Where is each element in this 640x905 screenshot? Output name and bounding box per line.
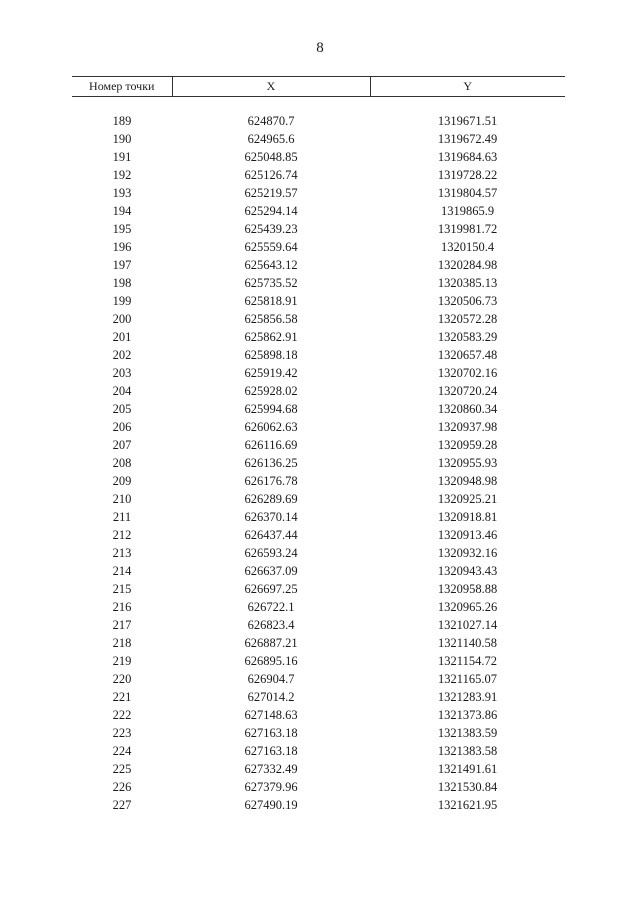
cell-y: 1320860.34: [437, 402, 498, 416]
cell-y: 1320572.28: [437, 312, 498, 326]
table-row: [72, 562, 565, 580]
table-row: [72, 490, 565, 508]
cell-x: 625856.58: [244, 312, 298, 326]
cell-x: 626887.21: [244, 636, 298, 650]
cell-point-number: 220: [112, 672, 132, 686]
cell-x: 626176.78: [244, 474, 298, 488]
table-row: [72, 400, 565, 418]
cell-point-number: 189: [112, 114, 132, 128]
table-row: [72, 256, 565, 274]
cell-y: 1321530.84: [437, 780, 498, 794]
cell-y: 1320506.73: [437, 294, 498, 308]
table-row: [72, 310, 565, 328]
cell-x: 625048.85: [244, 150, 298, 164]
table-row: [72, 598, 565, 616]
cell-x: 625126.74: [244, 168, 298, 182]
cell-y: 1321373.86: [437, 708, 498, 722]
cell-y: 1320702.16: [437, 366, 498, 380]
table-row: [72, 238, 565, 256]
table-row: [72, 544, 565, 562]
table-row: [72, 472, 565, 490]
coordinates-table: [72, 76, 565, 814]
cell-point-number: 224: [112, 744, 132, 758]
cell-y: 1320913.46: [437, 528, 498, 542]
cell-x: 626289.69: [244, 492, 298, 506]
cell-y: 1320583.29: [437, 330, 498, 344]
cell-y: 1320720.24: [437, 384, 498, 398]
table-row: [72, 274, 565, 292]
table-row: [72, 202, 565, 220]
cell-point-number: 208: [112, 456, 132, 470]
cell-y: 1319684.63: [437, 150, 498, 164]
table-row: [72, 328, 565, 346]
cell-x: 626062.63: [244, 420, 298, 434]
cell-point-number: 197: [112, 258, 132, 272]
cell-point-number: 201: [112, 330, 132, 344]
cell-x: 627163.18: [244, 726, 298, 740]
table-row: [72, 184, 565, 202]
table-row: [72, 418, 565, 436]
cell-x: 627332.49: [244, 762, 298, 776]
cell-point-number: 221: [112, 690, 132, 704]
cell-x: 626895.16: [244, 654, 298, 668]
cell-point-number: 206: [112, 420, 132, 434]
table-row: [72, 616, 565, 634]
cell-point-number: 209: [112, 474, 132, 488]
cell-point-number: 196: [112, 240, 132, 254]
table-row: [72, 508, 565, 526]
cell-x: 625818.91: [244, 294, 298, 308]
table-row: [72, 652, 565, 670]
cell-y: 1320965.26: [437, 600, 498, 614]
cell-x: 626437.44: [244, 528, 298, 542]
cell-y: 1319728.22: [437, 168, 498, 182]
cell-y: 1321621.95: [437, 798, 498, 812]
cell-point-number: 190: [112, 132, 132, 146]
table-row: [72, 130, 565, 148]
cell-point-number: 214: [112, 564, 132, 578]
cell-x: 626823.4: [247, 618, 295, 632]
cell-y: 1321283.91: [437, 690, 498, 704]
cell-y: 1319865.9: [440, 204, 495, 218]
cell-y: 1320284.98: [437, 258, 498, 272]
table-row: [72, 454, 565, 472]
cell-point-number: 191: [112, 150, 132, 164]
cell-x: 625439.23: [244, 222, 298, 236]
table-row: [72, 688, 565, 706]
cell-point-number: 195: [112, 222, 132, 236]
cell-y: 1320955.93: [437, 456, 498, 470]
cell-x: 625862.91: [244, 330, 298, 344]
table-row: [72, 436, 565, 454]
cell-x: 625919.42: [244, 366, 298, 380]
table-row: [72, 796, 565, 814]
cell-point-number: 210: [112, 492, 132, 506]
table-row: [72, 112, 565, 130]
cell-point-number: 216: [112, 600, 132, 614]
table-row: [72, 760, 565, 778]
cell-x: 625643.12: [244, 258, 298, 272]
cell-x: 625294.14: [244, 204, 298, 218]
cell-point-number: 222: [112, 708, 132, 722]
cell-x: 624965.6: [247, 132, 295, 146]
cell-y: 1319981.72: [437, 222, 498, 236]
cell-point-number: 198: [112, 276, 132, 290]
table-row: [72, 706, 565, 724]
table-row: [72, 742, 565, 760]
cell-point-number: 192: [112, 168, 132, 182]
cell-point-number: 218: [112, 636, 132, 650]
cell-point-number: 204: [112, 384, 132, 398]
cell-y: 1320937.98: [437, 420, 498, 434]
page-number: 8: [316, 40, 324, 56]
cell-y: 1321383.59: [437, 726, 498, 740]
cell-y: 1321027.14: [437, 618, 498, 632]
cell-y: 1320918.81: [437, 510, 498, 524]
cell-y: 1320932.16: [437, 546, 498, 560]
cell-y: 1319804.57: [437, 186, 498, 200]
cell-y: 1319672.49: [437, 132, 498, 146]
cell-x: 626637.09: [244, 564, 298, 578]
cell-point-number: 217: [112, 618, 132, 632]
cell-point-number: 205: [112, 402, 132, 416]
cell-point-number: 225: [112, 762, 132, 776]
table-row: [72, 382, 565, 400]
cell-y: 1321140.58: [438, 636, 497, 650]
cell-x: 626722.1: [247, 600, 295, 614]
header-y: Y: [370, 77, 565, 97]
cell-point-number: 213: [112, 546, 132, 560]
table-row: [72, 580, 565, 598]
cell-y: 1320657.48: [437, 348, 498, 362]
table-row: [72, 364, 565, 382]
table-row: [72, 670, 565, 688]
cell-point-number: 199: [112, 294, 132, 308]
table-row: [72, 634, 565, 652]
cell-x: 626593.24: [244, 546, 298, 560]
table-row: [72, 724, 565, 742]
table-row: [72, 526, 565, 544]
cell-x: 626136.25: [244, 456, 298, 470]
table-header-row: [72, 77, 565, 97]
cell-y: 1320959.28: [437, 438, 498, 452]
cell-point-number: 200: [112, 312, 132, 326]
table-row: [72, 292, 565, 310]
cell-x: 624870.7: [247, 114, 295, 128]
cell-y: 1321154.72: [438, 654, 497, 668]
cell-x: 625559.64: [244, 240, 298, 254]
cell-y: 1320385.13: [437, 276, 498, 290]
cell-x: 627148.63: [244, 708, 298, 722]
header-point-number: Номер точки: [72, 77, 172, 97]
cell-x: 625219.57: [244, 186, 298, 200]
cell-point-number: 203: [112, 366, 132, 380]
cell-point-number: 202: [112, 348, 132, 362]
cell-y: 1320925.21: [437, 492, 498, 506]
cell-y: 1320943.43: [437, 564, 498, 578]
table-row: [72, 148, 565, 166]
cell-x: 625735.52: [244, 276, 298, 290]
cell-y: 1320948.98: [437, 474, 498, 488]
cell-x: 627379.96: [244, 780, 298, 794]
cell-y: 1320150.4: [440, 240, 495, 254]
cell-point-number: 226: [112, 780, 132, 794]
cell-y: 1320958.88: [437, 582, 498, 596]
table-row: [72, 778, 565, 796]
cell-point-number: 212: [112, 528, 132, 542]
cell-point-number: 211: [112, 510, 132, 524]
cell-x: 627490.19: [244, 798, 298, 812]
cell-x: 626904.7: [247, 672, 295, 686]
cell-y: 1321383.58: [437, 744, 498, 758]
cell-point-number: 193: [112, 186, 132, 200]
table-row: [72, 220, 565, 238]
cell-x: 625928.02: [244, 384, 298, 398]
cell-x: 625898.18: [244, 348, 298, 362]
table-spacer: [72, 97, 565, 113]
cell-x: 626697.25: [244, 582, 298, 596]
cell-x: 626370.14: [244, 510, 298, 524]
cell-point-number: 194: [112, 204, 132, 218]
header-x: X: [172, 77, 370, 97]
cell-point-number: 219: [112, 654, 132, 668]
cell-y: 1319671.51: [437, 114, 498, 128]
cell-y: 1321165.07: [438, 672, 497, 686]
cell-x: 627014.2: [247, 690, 295, 704]
cell-x: 625994.68: [244, 402, 298, 416]
cell-y: 1321491.61: [437, 762, 498, 776]
cell-x: 627163.18: [244, 744, 298, 758]
cell-point-number: 207: [112, 438, 132, 452]
cell-point-number: 227: [112, 798, 132, 812]
cell-point-number: 215: [112, 582, 132, 596]
table-row: [72, 166, 565, 184]
cell-x: 626116.69: [244, 438, 298, 452]
table-row: [72, 346, 565, 364]
cell-point-number: 223: [112, 726, 132, 740]
